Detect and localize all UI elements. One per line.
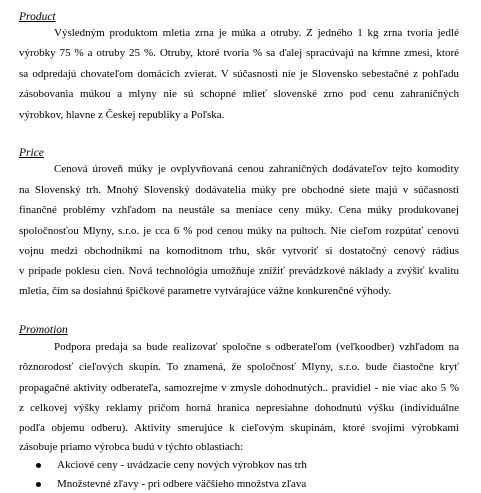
promotion-line-1: Podpora predaja sa bude realizovať spoločne s odberateľom (veľkoodber) vzhľadom na bbox=[54, 341, 459, 353]
section-heading-price: Price bbox=[19, 147, 44, 159]
promotion-line-4: z celkovej výšky reklamy pričom horná hranica nepresiahne dohodnutú výšku (individuálne bbox=[19, 402, 459, 414]
promotion-line-2: rôznorodosť cieľových skupín. To znamená, že spoločnosť Mlyny, s.r.o. bude čiastočne kryť bbox=[19, 361, 459, 373]
bullet-dot-icon bbox=[36, 463, 41, 468]
bullet-text: Množstevné zľavy - pri odbere väčšieho množstva zľava bbox=[57, 478, 307, 490]
promotion-line-6: zásobuje priamo výrobca budú v týchto oblastiach: bbox=[19, 441, 244, 453]
price-line-1: Cenová úroveň múky je ovplyvňovaná cenou zahraničných dodávateľov tejto komodity bbox=[54, 163, 459, 175]
product-line-2: výrobky 75 % a otruby 25 %. Otruby, ktoré tvoria % sa ďalej spracúvajú na kŕmne zmesi, ktoré bbox=[19, 47, 459, 59]
product-line-3: sa odpredajú chovateľom domácich zvierat. V súčasnosti nie je Slovensko sebestačné z pohľadu bbox=[19, 68, 459, 80]
price-line-3: finančné problémy vzhľadom na neustále sa meniace ceny múky. Cena múky produkovanej bbox=[19, 204, 459, 216]
price-line-5: vojnu medzi obchodníkmi na komoditnom trhu, skôr vytvoriť si dostatočný cenový rádius bbox=[19, 245, 459, 257]
bullet-text: Akciové ceny - uvádzacie ceny nových výrobkov nas trh bbox=[57, 459, 307, 471]
section-heading-product: Product bbox=[19, 11, 56, 23]
product-line-1: Výsledným produktom mletia zrna je múka a otruby. Z jedného 1 kg zrna tvoria jedlé bbox=[54, 27, 459, 39]
promotion-line-3: propagačné aktivity odberateľa, samozrejme v zmysle dohodnutých.. pravidiel - nie viac ako 5 % bbox=[19, 382, 459, 394]
price-line-2: na Slovenský trh. Mnohý Slovenský dodávatelia múky pre obchodné siete majú v súčasnosti bbox=[19, 184, 459, 196]
section-heading-promotion: Promotion bbox=[19, 324, 68, 336]
price-line-4: spoločnosťou Mlyny, s.r.o. je cca 6 % pod cenou múky na pultoch. Nie cieľom rozpútať cenovú bbox=[19, 225, 459, 237]
price-line-6: v prípade poklesu cien. Nová technológia umožňuje znížiť prevádzkové náklady a zvýšiť kvalitu bbox=[19, 265, 459, 277]
product-line-4: zásobovania múkou a mlyny nie sú schopné mlieť slovenské zrno pod cenu zahraničných bbox=[19, 88, 459, 100]
bullet-dot-icon bbox=[36, 482, 41, 487]
product-line-5: výrobkov, hlavne z Českej republiky a Poľska. bbox=[19, 109, 225, 121]
promotion-line-5: podľa objemu odberu). Aktivity smerujúce k cieľovým skupinám, ktoré svojimi výrobkami bbox=[19, 422, 459, 434]
price-line-7: mletia, čím sa dosiahnú špičkové parametre vytvárajúce vážne konkurenčné výhody. bbox=[19, 285, 392, 297]
